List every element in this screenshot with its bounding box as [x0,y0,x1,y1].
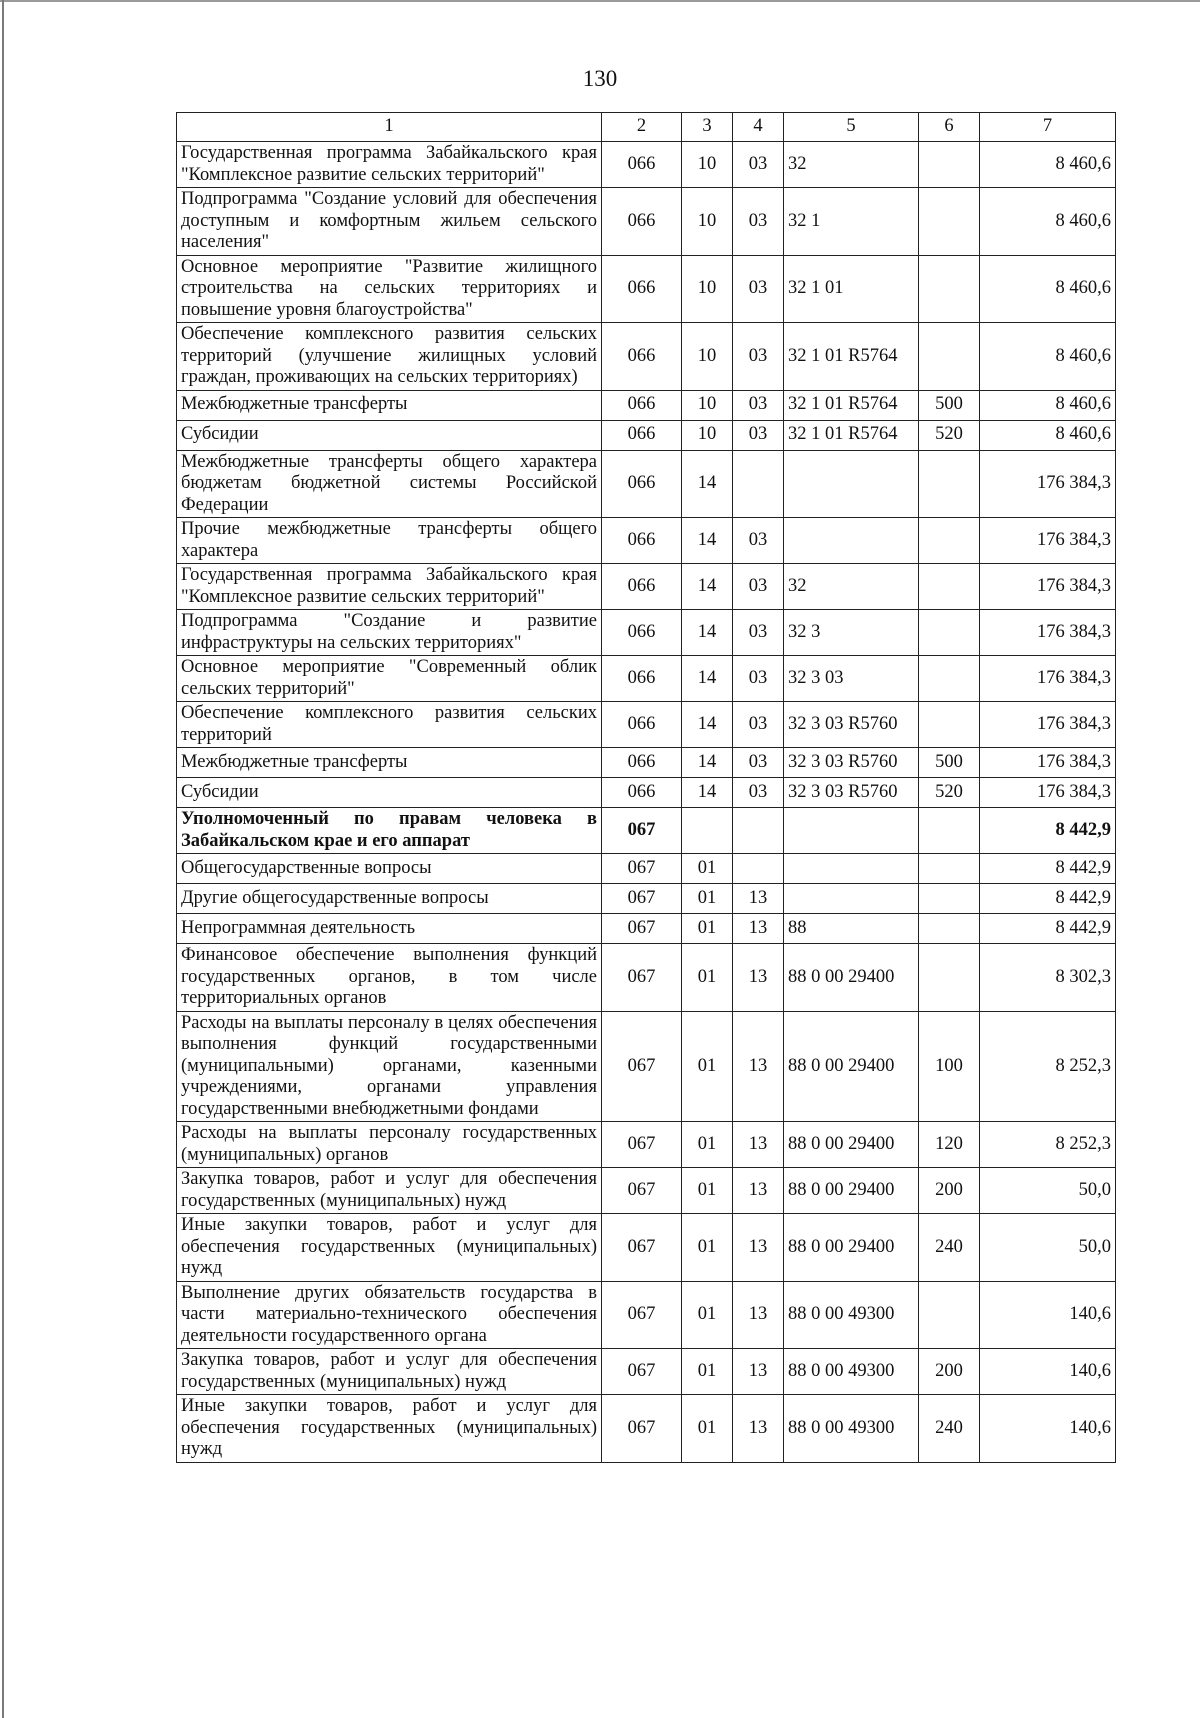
row-section-code: 066 [602,450,682,518]
row-item-code: 13 [733,1122,784,1168]
row-subsection-code: 14 [682,518,733,564]
table-row [177,656,1116,702]
row-subsection-code: 14 [682,564,733,610]
row-target-article-code: 32 3 03 R5760 [784,778,919,808]
row-name: Расходы на выплаты персоналу в целях обеспечения выполнения функций государственными (муниципальными) органами, казенными учреждениями, органами управления государственными внебюджетными фондами [177,1011,602,1122]
row-item-code: 03 [733,748,784,778]
table-row [177,1122,1116,1168]
row-subsection-code: 01 [682,1011,733,1122]
row-expense-type-code [919,656,980,702]
row-expense-type-code: 520 [919,420,980,450]
row-expense-type-code: 240 [919,1395,980,1463]
col-header-7: 7 [980,113,1116,142]
row-expense-type-code: 500 [919,390,980,420]
row-expense-type-code [919,188,980,256]
table-row [177,778,1116,808]
row-name: Закупка товаров, работ и услуг для обеспечения государственных (муниципальных) нужд [177,1168,602,1214]
table-row [177,610,1116,656]
row-target-article-code: 32 [784,142,919,188]
table-row [177,1395,1116,1463]
row-expense-type-code [919,702,980,748]
row-amount: 8 460,6 [980,390,1116,420]
row-name: Другие общегосударственные вопросы [177,884,602,914]
row-name: Подпрограмма "Создание и развитие инфраструктуры на сельских территориях" [177,610,602,656]
row-name: Обеспечение комплексного развития сельских территорий [177,702,602,748]
table-row [177,564,1116,610]
row-target-article-code [784,884,919,914]
table-row [177,518,1116,564]
row-item-code: 03 [733,702,784,748]
col-header-3: 3 [682,113,733,142]
row-subsection-code: 10 [682,323,733,391]
row-amount: 176 384,3 [980,564,1116,610]
col-header-2: 2 [602,113,682,142]
row-expense-type-code [919,564,980,610]
row-name: Финансовое обеспечение выполнения функций государственных органов, в том числе территориальных органов [177,944,602,1012]
row-amount: 140,6 [980,1395,1116,1463]
row-expense-type-code [919,610,980,656]
row-item-code: 13 [733,1281,784,1349]
row-amount: 8 460,6 [980,255,1116,323]
row-item-code: 03 [733,518,784,564]
col-header-1: 1 [177,113,602,142]
row-name: Государственная программа Забайкальского края "Комплексное развитие сельских территорий" [177,564,602,610]
row-item-code: 03 [733,564,784,610]
row-name: Выполнение других обязательств государства в части материально-технического обеспечения деятельности государственного органа [177,1281,602,1349]
row-subsection-code: 10 [682,255,733,323]
row-amount: 140,6 [980,1349,1116,1395]
row-item-code: 03 [733,390,784,420]
row-item-code [733,854,784,884]
row-target-article-code: 88 0 00 29400 [784,1214,919,1282]
row-item-code: 03 [733,420,784,450]
row-subsection-code: 01 [682,1168,733,1214]
table-row [177,188,1116,256]
row-section-code: 067 [602,1349,682,1395]
row-amount: 8 442,9 [980,884,1116,914]
row-item-code: 13 [733,1349,784,1395]
table-row [177,884,1116,914]
row-name: Иные закупки товаров, работ и услуг для обеспечения государственных (муниципальных) нужд [177,1395,602,1463]
row-amount: 8 302,3 [980,944,1116,1012]
row-subsection-code: 01 [682,1395,733,1463]
row-target-article-code: 88 0 00 49300 [784,1349,919,1395]
row-target-article-code: 32 1 01 [784,255,919,323]
row-item-code [733,808,784,854]
col-header-5: 5 [784,113,919,142]
table-row [177,748,1116,778]
row-subsection-code: 10 [682,188,733,256]
table-row [177,142,1116,188]
row-name: Межбюджетные трансферты общего характера бюджетам бюджетной системы Российской Федерации [177,450,602,518]
row-target-article-code: 32 3 03 R5760 [784,748,919,778]
row-section-code: 067 [602,1122,682,1168]
table-row [177,1011,1116,1122]
row-section-code: 067 [602,1395,682,1463]
row-section-code: 066 [602,778,682,808]
row-section-code: 066 [602,390,682,420]
row-subsection-code: 14 [682,702,733,748]
row-name: Основное мероприятие "Развитие жилищного строительства на сельских территориях и повышение уровня благоустройства" [177,255,602,323]
row-name: Государственная программа Забайкальского края "Комплексное развитие сельских территорий" [177,142,602,188]
row-subsection-code: 10 [682,142,733,188]
row-amount: 8 442,9 [980,914,1116,944]
row-subsection-code: 14 [682,610,733,656]
row-name: Непрограммная деятельность [177,914,602,944]
row-target-article-code: 88 0 00 29400 [784,1122,919,1168]
table-row [177,1168,1116,1214]
row-name: Обеспечение комплексного развития сельских территорий (улучшение жилищных условий граждан, проживающих на сельских территориях) [177,323,602,391]
row-target-article-code: 88 0 00 29400 [784,944,919,1012]
row-name: Субсидии [177,778,602,808]
row-section-code: 066 [602,610,682,656]
table-row [177,323,1116,391]
header-row [177,113,1116,142]
row-subsection-code: 01 [682,884,733,914]
row-subsection-code: 10 [682,420,733,450]
row-expense-type-code: 120 [919,1122,980,1168]
row-name: Закупка товаров, работ и услуг для обеспечения государственных (муниципальных) нужд [177,1349,602,1395]
row-section-code: 066 [602,748,682,778]
row-amount: 50,0 [980,1168,1116,1214]
row-target-article-code: 32 1 [784,188,919,256]
table-row [177,854,1116,884]
row-amount: 8 460,6 [980,142,1116,188]
row-amount: 176 384,3 [980,610,1116,656]
row-section-code: 067 [602,944,682,1012]
col-header-6: 6 [919,113,980,142]
row-amount: 8 460,6 [980,188,1116,256]
row-amount: 176 384,3 [980,778,1116,808]
table-row [177,255,1116,323]
row-amount: 176 384,3 [980,748,1116,778]
row-target-article-code [784,808,919,854]
row-section-code: 067 [602,854,682,884]
row-item-code: 13 [733,944,784,1012]
row-expense-type-code: 500 [919,748,980,778]
row-expense-type-code: 200 [919,1168,980,1214]
row-expense-type-code: 520 [919,778,980,808]
row-item-code: 13 [733,884,784,914]
page-number: 130 [582,66,618,91]
row-subsection-code: 01 [682,1349,733,1395]
row-expense-type-code [919,808,980,854]
row-section-code: 067 [602,1168,682,1214]
row-expense-type-code [919,450,980,518]
row-amount: 176 384,3 [980,656,1116,702]
row-subsection-code: 01 [682,1281,733,1349]
row-expense-type-code [919,142,980,188]
row-name: Подпрограмма "Создание условий для обеспечения доступным и комфортным жильем сельского населения" [177,188,602,256]
row-section-code: 066 [602,518,682,564]
row-section-code: 066 [602,420,682,450]
scan-top-edge [0,0,1200,2]
row-section-code: 066 [602,255,682,323]
row-name: Иные закупки товаров, работ и услуг для обеспечения государственных (муниципальных) нужд [177,1214,602,1282]
row-expense-type-code: 100 [919,1011,980,1122]
row-section-code: 067 [602,884,682,914]
row-amount: 8 442,9 [980,808,1116,854]
row-subsection-code: 10 [682,390,733,420]
row-name: Основное мероприятие "Современный облик сельских территорий" [177,656,602,702]
row-target-article-code: 32 [784,564,919,610]
row-item-code: 13 [733,1168,784,1214]
row-item-code: 13 [733,1395,784,1463]
table-row [177,808,1116,854]
row-expense-type-code [919,914,980,944]
table-header [177,113,1116,142]
row-section-code: 067 [602,808,682,854]
row-target-article-code: 88 0 00 49300 [784,1281,919,1349]
row-section-code: 066 [602,188,682,256]
row-target-article-code: 88 0 00 29400 [784,1011,919,1122]
row-expense-type-code [919,854,980,884]
row-item-code [733,450,784,518]
table-row [177,1349,1116,1395]
row-section-code: 066 [602,142,682,188]
row-expense-type-code [919,323,980,391]
row-target-article-code [784,450,919,518]
row-section-code: 066 [602,702,682,748]
row-name: Расходы на выплаты персоналу государственных (муниципальных) органов [177,1122,602,1168]
row-item-code: 03 [733,142,784,188]
row-target-article-code [784,518,919,564]
table-row [177,1281,1116,1349]
col-header-4: 4 [733,113,784,142]
row-amount: 176 384,3 [980,518,1116,564]
row-subsection-code: 01 [682,1122,733,1168]
row-name: Межбюджетные трансферты [177,390,602,420]
row-item-code: 13 [733,1214,784,1282]
row-amount: 8 460,6 [980,420,1116,450]
row-target-article-code: 32 3 [784,610,919,656]
row-item-code: 03 [733,656,784,702]
row-target-article-code: 32 1 01 R5764 [784,323,919,391]
row-amount: 176 384,3 [980,702,1116,748]
row-amount: 8 252,3 [980,1011,1116,1122]
row-expense-type-code: 240 [919,1214,980,1282]
row-item-code: 03 [733,323,784,391]
row-section-code: 066 [602,564,682,610]
row-subsection-code: 14 [682,778,733,808]
row-amount: 8 442,9 [980,854,1116,884]
row-amount: 8 460,6 [980,323,1116,391]
row-subsection-code: 01 [682,1214,733,1282]
row-section-code: 067 [602,1011,682,1122]
row-subsection-code: 01 [682,944,733,1012]
row-section-code: 067 [602,1214,682,1282]
budget-table [176,112,1116,1463]
row-expense-type-code: 200 [919,1349,980,1395]
row-section-code: 066 [602,656,682,702]
table-body [177,142,1116,1463]
row-amount: 140,6 [980,1281,1116,1349]
row-target-article-code: 32 3 03 [784,656,919,702]
row-name: Межбюджетные трансферты [177,748,602,778]
row-name: Субсидии [177,420,602,450]
scan-left-edge [2,0,4,1718]
table-row [177,702,1116,748]
table-row [177,1214,1116,1282]
row-target-article-code: 88 [784,914,919,944]
row-subsection-code: 01 [682,854,733,884]
row-subsection-code: 14 [682,450,733,518]
row-target-article-code: 32 1 01 R5764 [784,420,919,450]
row-section-code: 067 [602,914,682,944]
row-name: Уполномоченный по правам человека в Забайкальском крае и его аппарат [177,808,602,854]
table-row [177,420,1116,450]
row-section-code: 067 [602,1281,682,1349]
row-expense-type-code [919,518,980,564]
row-target-article-code: 88 0 00 29400 [784,1168,919,1214]
table-row [177,390,1116,420]
row-target-article-code: 88 0 00 49300 [784,1395,919,1463]
row-expense-type-code [919,1281,980,1349]
table-row [177,944,1116,1012]
table-row [177,450,1116,518]
row-item-code: 13 [733,914,784,944]
row-item-code: 13 [733,1011,784,1122]
row-subsection-code: 14 [682,748,733,778]
row-target-article-code [784,854,919,884]
row-name: Прочие межбюджетные трансферты общего характера [177,518,602,564]
row-item-code: 03 [733,778,784,808]
table-row [177,914,1116,944]
row-expense-type-code [919,944,980,1012]
row-amount: 176 384,3 [980,450,1116,518]
row-subsection-code: 01 [682,914,733,944]
row-name: Общегосударственные вопросы [177,854,602,884]
row-section-code: 066 [602,323,682,391]
row-item-code: 03 [733,610,784,656]
row-expense-type-code [919,255,980,323]
row-target-article-code: 32 1 01 R5764 [784,390,919,420]
row-amount: 50,0 [980,1214,1116,1282]
row-expense-type-code [919,884,980,914]
row-subsection-code: 14 [682,656,733,702]
row-subsection-code [682,808,733,854]
row-target-article-code: 32 3 03 R5760 [784,702,919,748]
row-amount: 8 252,3 [980,1122,1116,1168]
row-item-code: 03 [733,255,784,323]
row-item-code: 03 [733,188,784,256]
